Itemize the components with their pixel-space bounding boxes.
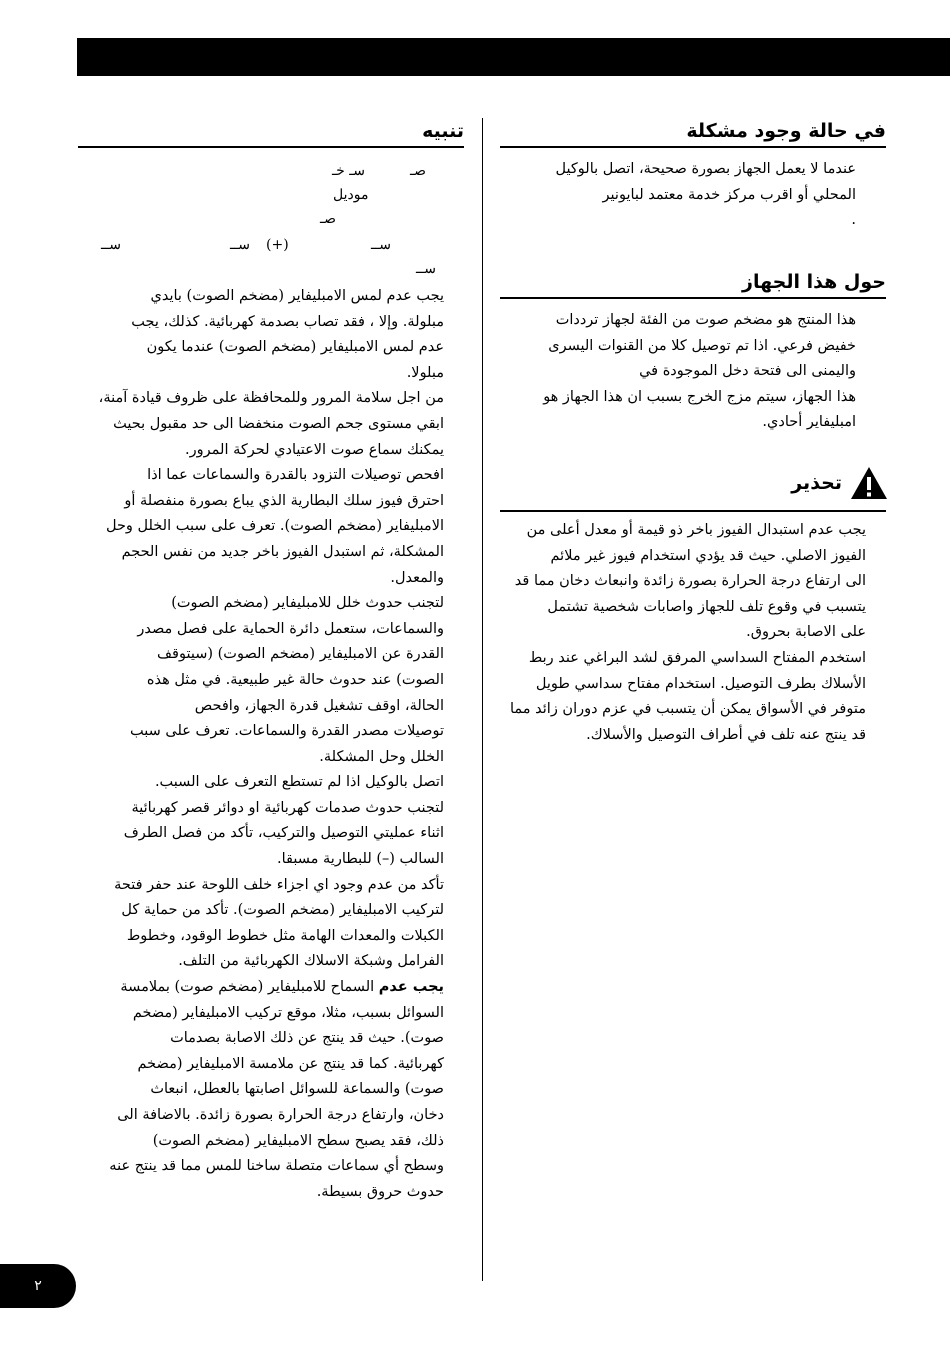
text-line: يجب عدم لمس الامبليفاير (مضخم الصوت) بايدي [150, 288, 444, 304]
text-line: هذا الجهاز، سيتم مزج الخرج بسبب ان هذا الجهاز هو [543, 388, 856, 405]
text-fragment: ســ [416, 261, 436, 277]
text-line: واليمنى الى فتحة دخل الموجودة في [639, 363, 856, 380]
warning-rule [500, 510, 886, 512]
caution-text [76, 284, 444, 1205]
text-fragment: ســ [230, 237, 250, 253]
text-line: السالب (–) للبطارية مسبقا. [276, 851, 444, 868]
text-line: الفيوز الاصلي. حيث قد يؤدي استخدام فيوز غير ملائم [550, 547, 866, 564]
text-line: لتجنب حدوث خلل للامبليفاير (مضخم الصوت) [171, 595, 444, 612]
text-line: خفيض فرعي. اذا تم توصيل كلا من القنوات اليسرى [548, 337, 856, 354]
text-line: مبلولة. وإلا ، فقد تصاب بصدمة كهربائية. كذلك، يجب [131, 313, 444, 330]
caution-title: تنبيه [422, 120, 464, 142]
text-line: والسماعات، ستعمل دائرة الحماية على فصل مصدر [137, 620, 444, 637]
text-fragment: سـ خـ [332, 163, 366, 179]
text-line: ابقي مستوى جحم الصوت منخفضا الى حد مقبول بحيث [113, 415, 444, 432]
warning-triangle-icon [850, 466, 888, 500]
text-line: مبلولا. [406, 364, 444, 381]
text-line: يتسبب في وقوع تلف للجهاز واصابات شخصية تشتمل [547, 598, 866, 615]
trouble-title: في حالة وجود مشكلة [686, 120, 886, 142]
text-line: توصيلات مصدر القدرة والسماعات. تعرف على سبب [130, 723, 444, 740]
text-line: المشكلة، ثم استبدل الفيوز باخر جديد من نفس الحجم [121, 543, 444, 560]
warning-text [500, 518, 866, 748]
about-rule [500, 297, 886, 299]
text-line: متوفر في الأسواق يمكن أن يتسبب في عزم دوران زائد مما [509, 701, 866, 718]
warning-title: تحذير [791, 472, 842, 494]
text-line: لتجنب حدوث صدمات كهربائية او دوائر قصر كهربائية [131, 799, 444, 816]
text-line: قد ينتج عنه تلف في أطراف التوصيل والأسلاك. [586, 726, 866, 743]
emphasis-text: يجب عدم [378, 979, 444, 996]
text-line: الحالة، اوقف تشغيل قدرة الجهاز، وافحص [194, 697, 444, 714]
column-divider [482, 118, 483, 1281]
text-line: افحص توصيلات التزود بالقدرة والسماعات عما اذا [147, 467, 444, 484]
page-number: ٢ [0, 1264, 76, 1308]
text-line: يجب عدم استبدال الفيوز باخر ذو قيمة أو معدل أعلى من [526, 522, 866, 538]
text-line: الأسلاك بطرف التوصيل. استخدام مفتاح سداسي طويل [535, 675, 866, 692]
text-line: تأكد من عدم وجود اي اجزاء خلف اللوحة عند حفر فتحة [114, 876, 444, 893]
text-line: احترق فيوز سلك البطارية الذي يباع بصورة منفصلة أو [124, 492, 444, 509]
text-line: الى ارتفاع درجة الحرارة بصورة زائدة وانبعاث دخان مما قد [514, 573, 866, 590]
text-line: اثناء عمليتي التوصيل والتركيب، تأكد من فصل الطرف [123, 825, 444, 842]
trouble-text [500, 157, 856, 234]
text-line: الخلل وحل المشكلة. [319, 748, 444, 765]
text-line: عدم لمس الامبليفاير (مضخم الصوت) عندما يكون [146, 339, 444, 356]
warning-heading [791, 466, 888, 500]
text-line: صوت) والسماعة للسوائل اصابتها بالعطل، انبعاث [150, 1081, 444, 1098]
text-fragment: صـ [320, 211, 336, 227]
header-bar [77, 38, 950, 76]
text-line: السوائل بسبب، مثلا، موقع تركيب الامبليفاير (مضخم [132, 1004, 444, 1021]
text-line: عندما لا يعمل الجهاز بصورة صحيحة، اتصل بالوكيل [555, 161, 856, 177]
text-line: المحلي أو اقرب مركز خدمة معتمد لبايونير [602, 186, 856, 203]
text-line: ذلك، فقد يصبح سطح الامبليفاير (مضخم الصوت) [152, 1132, 444, 1149]
text-line: لتركيب الامبليفاير (مضخم الصوت). تأكد من حماية كل [121, 902, 444, 919]
text-line: صوت). حيث قد ينتج عن ذلك الاصابة بصدمات [170, 1030, 444, 1047]
text-fragment: صـ [410, 163, 426, 179]
text-line: على الاصابة بحروق. [746, 624, 866, 641]
text-line: الكبلات والمعدات الهامة مثل خطوط الوقود، وخطوط [126, 927, 444, 944]
text-line: استخدم المفتاح السداسي المرفق لشد البراغي عند ربط [528, 649, 866, 666]
trouble-rule [500, 146, 886, 148]
text-fragment: موديل [333, 187, 369, 203]
text-line: وسطح أي سماعات متصلة ساخنا للمس مما قد ينتج عنه [109, 1158, 444, 1175]
about-text [500, 308, 856, 436]
text-line: من اجل سلامة المرور وللمحافظة على ظروف قيادة آمنة، [98, 390, 444, 407]
text-line: حدوث حروق بسيطة. [316, 1183, 444, 1200]
text-line [76, 975, 444, 1001]
text-fragment: (+) [266, 237, 289, 253]
text-line: اتصل بالوكيل اذا لم تستطع التعرف على السبب. [154, 774, 444, 791]
text-line: الفرامل وشبكة الاسلاك الكهربائية من التلف. [178, 953, 444, 970]
text-line: الامبليفاير (مضخم الصوت). تعرف على سبب الخلل وحل [105, 518, 444, 535]
text-fragment: ســ [101, 237, 121, 253]
text-line: كهربائية. كما قد ينتج عن ملامسة الامبليفاير (مضخم [137, 1055, 444, 1072]
text-line: امبليفاير أحادي. [762, 414, 856, 431]
text-line: الصوت) عند حدوث حالة غير طبيعية. في مثل هذه [146, 671, 444, 688]
text-fragment: ســ [371, 237, 391, 253]
text-span: السماح للامبليفاير (مضخم صوت) بملامسة [120, 979, 379, 996]
about-title: حول هذا الجهاز [742, 271, 886, 293]
text-line: القدرة عن الامبليفاير (مضخم الصوت) (سيتوقف [157, 646, 444, 663]
text-line: . [851, 212, 856, 229]
text-line: يمكنك سماع صوت الاعتيادي لحركة المرور. [185, 441, 444, 458]
caution-rule [78, 146, 464, 148]
text-line: هذا المنتج هو مضخم صوت من الفئة لجهاز ترددات [555, 312, 856, 328]
text-line: دخان، وارتفاع درجة الحرارة بصورة زائدة. بالاضافة الى [117, 1107, 444, 1123]
text-line: والمعدل. [390, 569, 444, 586]
